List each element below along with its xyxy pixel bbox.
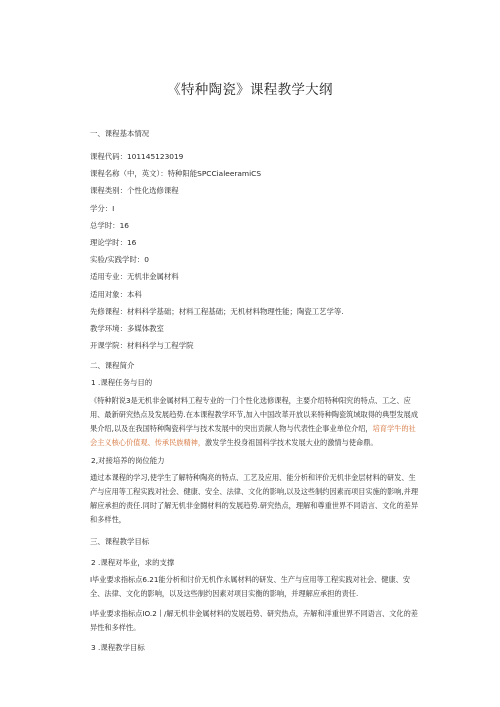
paragraph-job-ability: 通过本课程的学习,使学生了解特种陶亮的特点、工艺及应用、能分析和评价无机非金层材料的研发、生产与应用等工程实践对社会、健康、安全、法律、文化的影响,以及这些制约因素而项目实施的影响,并理解应承担的责任.同时了解无机非金闘材料的发展趋势.研究热点，理解和尊重世界不同语言、文化的差异和多样性， [90,472,419,524]
offering-college: 开课学院：材料科学与工程学院 [90,341,194,351]
course-name: 课程名称（中，英文）：特种阳能SPCCialeeramiCS [90,169,262,179]
theory-hours: 理论学时：16 [90,237,137,247]
document-title: 《特种陶瓷》课程教学大纲 [167,82,333,98]
course-credits: 学分：I [90,203,115,213]
section-heading-introduction: 二、课程简介 [90,361,135,371]
teaching-environment: 教学环境：多媒体教室 [90,323,164,333]
subheading-job-ability: 2,对接培养的岗位能力 [91,455,165,465]
course-category: 课程类别：个性化选修课程 [90,186,179,196]
intro-text-highlight: 培育学牛的社会主义核心价值观、传承民族精神， [90,423,416,447]
paragraph-course-intro [90,394,418,450]
document-body [90,128,418,656]
course-code: 课程代码：101145123019 [90,152,184,161]
subheading-graduation-support: 2 .课程对毕业，求的支撑 [91,558,175,567]
subheading-task-purpose: 1 .课程任务与目的 [91,378,153,388]
total-hours: 总学时：16 [90,220,129,230]
applicable-major: 适用专业：无机非金属材料 [90,272,179,282]
practice-hours: 实验/实践学时：0 [90,255,149,265]
target-audience: 适用对象：本科 [90,289,142,299]
section-heading-basic-info: 一、课程基本情况 [90,129,150,138]
paragraph-indicator-6-2: I毕业要求指标点6.21能分析和讨价无机作永属材料的研发、生产与应用等工程实践对社会、健康、安全、法律、文化的影响，以及这些制约因素对项目实衡的影响，并理解应承担的责任. [90,575,411,599]
subheading-teaching-objectives: 3 .课程教学目标 [91,643,145,653]
section-heading-objectives: 三、课程教学目标 [90,536,150,546]
prerequisite-courses: 先修课程：材料科学基础；材料工程基础；无机材料物理性能；陶瓷工艺学等. [90,306,344,316]
intro-text-part1: 《特种附说3是无机非金属材料工程专业的一门个性化选修课程，主要介绍特种阳究的特点、工之、应用、最新研究热点及发展趋势.在本课程教学环节,加入中国改革开放以来特种陶瓷筑域取得的典型发展成果介绍,以及在我国特种陶瓷科学与技术发展中的突出贡献人物与代表性企事业单位介绍， [90,395,419,433]
paragraph-indicator-10-2: I毕业要求指标点IO.2丨/解无机非金属材料的发展趋势、研究热点，卉解和洋重世界不同语言、文化的差异性和多样性。 [90,609,418,633]
intro-text-part2: 激发学生投身祖国科学技术发展大业的激情与使命鼎。 [205,437,378,447]
